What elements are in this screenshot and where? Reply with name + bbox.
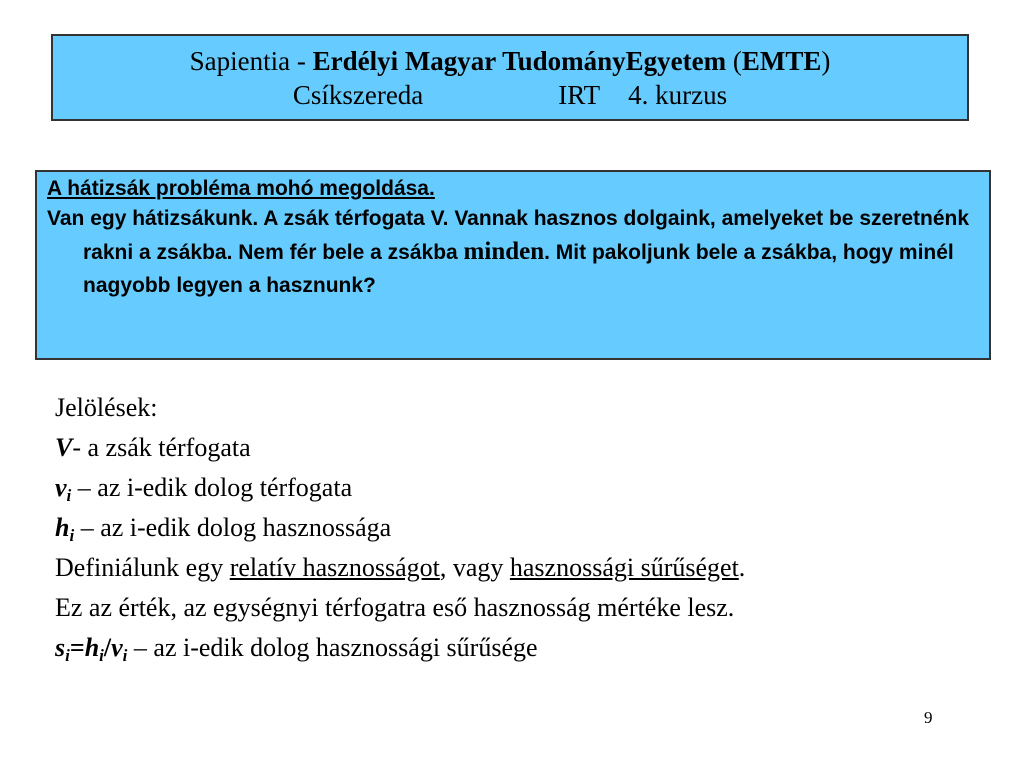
problem-title: A hátizsák probléma mohó megoldása. [47, 177, 435, 200]
symbol-h2: h [84, 633, 100, 662]
header-city: Csíkszereda [292, 80, 424, 110]
symbol-h-sub: i [69, 526, 75, 545]
slide-header [51, 34, 969, 121]
symbol-h: h [55, 513, 70, 542]
header-course: 4. kurzus [628, 80, 728, 110]
header-title-line [53, 44, 967, 78]
notation-v-line [55, 468, 995, 508]
header-subtitle-line [53, 78, 967, 112]
definition-start: Definiálunk egy [55, 553, 230, 582]
header-abbr-close: ) [821, 46, 831, 76]
definition-line [55, 548, 995, 588]
notation-V-line [55, 428, 995, 468]
explanation-line: Ez az érték, az egységnyi térfogatra eső hasznosság mértéke lesz. [55, 593, 735, 622]
formula-line [55, 628, 995, 668]
formula-desc: – az i-edik dolog hasznossági sűrűsége [127, 633, 538, 662]
notation-V-desc: - a zsák térfogata [72, 433, 251, 462]
problem-text-emphasis: minden [463, 238, 545, 265]
symbol-v2-sub: i [122, 646, 128, 665]
symbol-v: v [55, 473, 67, 502]
definition-mid: , vagy [439, 553, 510, 582]
definition-term-relative: relatív hasznosságot [229, 553, 440, 582]
problem-statement-box [35, 170, 991, 360]
header-prefix: Sapientia - [189, 46, 313, 76]
definition-term-density: hasznossági sűrűséget [509, 553, 739, 582]
notation-h-line [55, 508, 995, 548]
problem-text-part1: Van egy hátizsákunk. A zsák térfogata V. Vannak hasznos dolgaink, amelyeket be szeretnénk rakni a zsákba. Nem fér bele a zsákba [47, 207, 970, 264]
symbol-v2: v [111, 633, 123, 662]
notation-v-desc: – az i-edik dolog térfogata [71, 473, 353, 502]
symbol-s: s [55, 633, 66, 662]
formula-equals: = [69, 633, 85, 662]
notation-h-desc: – az i-edik dolog hasznossága [74, 513, 392, 542]
header-abbr: EMTE [741, 46, 822, 76]
symbol-V: V [55, 433, 73, 462]
header-university: Erdélyi Magyar TudományEgyetem [312, 46, 727, 76]
definition-end: . [738, 553, 746, 582]
symbol-s-sub: i [65, 646, 70, 665]
problem-text [47, 202, 979, 302]
header-program: IRT [558, 80, 601, 110]
page-number: 9 [924, 708, 933, 727]
header-abbr-open: ( [726, 46, 742, 76]
notation-section [55, 388, 995, 668]
symbol-h2-sub: i [99, 646, 104, 665]
problem-text-part2: . Mit pakoljunk bele a zsákba, hogy minél nagyobb legyen a hasznunk? [83, 241, 954, 297]
notation-heading: Jelölések: [55, 393, 158, 422]
formula-slash: / [103, 633, 112, 662]
symbol-v-sub: i [66, 486, 72, 505]
